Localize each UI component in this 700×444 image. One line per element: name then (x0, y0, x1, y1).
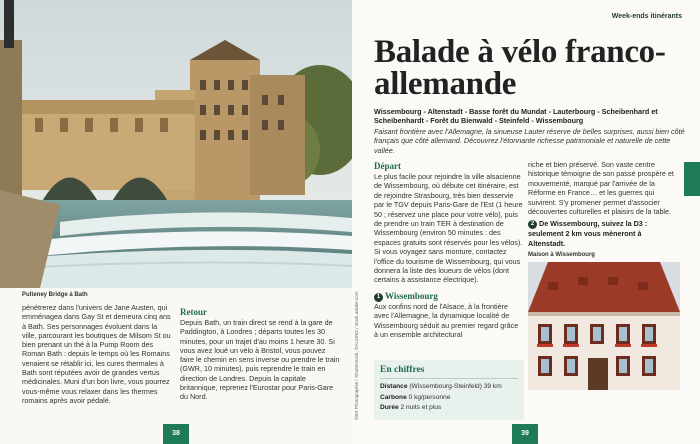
second-column (528, 160, 680, 248)
article-title: Balade à vélo franco-allemande (374, 34, 666, 102)
stat-distance: Distance (Wissembourg-Steinfeld) 39 km (380, 383, 502, 390)
retour-column (180, 306, 340, 402)
wissembourg-heading-text: Wissembourg (385, 290, 438, 301)
depart-paragraph: Le plus facile pour rejoindre la ville alsacienne de Wissembourg, où débute cet itinéraire, est de rejoindre Strasbourg, très bien desservie par le TGV depuis Paris-Gare de l'Est (1 heure 50 ; réservez une place pour votre vélo), puis de prendre un train TER à destination de Wissembourg (environ 50 minutes : des espaces gratuits sont réservés pour les vélos). Si vous voyagez sans monture, contactez l'office du tourisme de Wissembourg, qui vous donnera la liste des loueurs de vélos (dont certains à assistance électrique). (374, 172, 523, 285)
stats-heading: En chiffres (380, 364, 518, 379)
austen-paragraph: pénétrerez dans l'univers de Jane Austen, qui emménagea dans Gay St et demeura cinq ans à Bath. Ses personnages évoluent dans la ville, parcourant les boutiques de Milsom St ou bien prenant un thé à la Pump Room des Roman Bath : depuis le temps où les Romains venaient se rétablir ici, les cures thermales à Bath sont réputées avoir de grandes vertus médicinales. Muni d'un bon livre, vous pourrez vous-même vous relaxer dans les thermes romains après avoir pédalé. (22, 303, 171, 405)
photo-caption: Pulteney Bridge à Bath (22, 292, 88, 298)
depart-column (374, 160, 524, 340)
chapter-side-tab (684, 162, 700, 196)
pulteney-bridge-photo (0, 0, 352, 288)
wissembourg-house-photo (528, 262, 680, 390)
wissembourg-continued: riche et bien préservé. Son vaste centre historique témoigne de son passé prospère et mouvementé, marqué par l'arrivée de la Réforme en France… et les guerres qui suivirent. S'y promener permet d'associer découvertes culturelles et plaisirs de la table. (528, 160, 674, 217)
photo-credit: ©BS Photographie / Shutterstock, ©ALZINO / stock.adobe.com (354, 291, 359, 420)
stats-box (374, 360, 524, 420)
stat-carbone: Carbone 0 kg/personne (380, 393, 451, 401)
section-label: Week-ends itinérants (611, 13, 682, 20)
direction-step (528, 219, 680, 248)
retour-heading: Retour (180, 307, 207, 317)
house-caption: Maison à Wissembourg (528, 252, 595, 258)
step-number-badge: 2 (528, 220, 537, 229)
page-number-right: 39 (512, 424, 538, 444)
step-number-badge: 1 (374, 293, 383, 302)
intro-text: Faisant frontière avec l'Allemagne, la sinueuse Lauter réserve de belles surprises, aussi bien côté français que côté allemand. Découvrez l'étonnante richesse patrimoniale et naturelle de cette vallée. (374, 127, 685, 155)
retour-paragraph: Depuis Bath, un train direct se rend à la gare de Paddington, à Londres ; départs toutes les 30 minutes, pour un trajet d'au moins 1 heure 30. Si vous avez loué un vélo à Bristol, vous pouvez faire le chemin en sens inverse ou prendre le train (GWR, 10 minutes), puis reprendre le train en direction de Londres. Depuis la capitale britannique, reprenez l'Eurostar pour Paris-Gare du Nord. (180, 318, 340, 402)
stat-duree: Durée 2 nuits et plus (380, 404, 442, 411)
left-column-text (22, 303, 172, 405)
direction-step-text: De Wissembourg, suivez la D3 : seulement 2 km vous mèneront à Altenstadt. (528, 219, 648, 248)
wissembourg-paragraph: Aux confins nord de l'Alsace, à la frontière avec l'Allemagne, la dynamique localité de Wissembourg séduit au premier regard grâce à un ensemble architectural (374, 301, 519, 340)
depart-heading: Départ (374, 161, 401, 171)
wissembourg-heading (374, 290, 524, 302)
right-page (352, 0, 700, 444)
page-number-left: 38 (163, 424, 189, 444)
route-list: Wissembourg - Altenstadt - Basse forêt du Mundat - Lauterbourg - Scheibenhard et Scheibenhardt - Forêt du Bienwald - Steinfeld - Wissembourg (374, 107, 658, 126)
